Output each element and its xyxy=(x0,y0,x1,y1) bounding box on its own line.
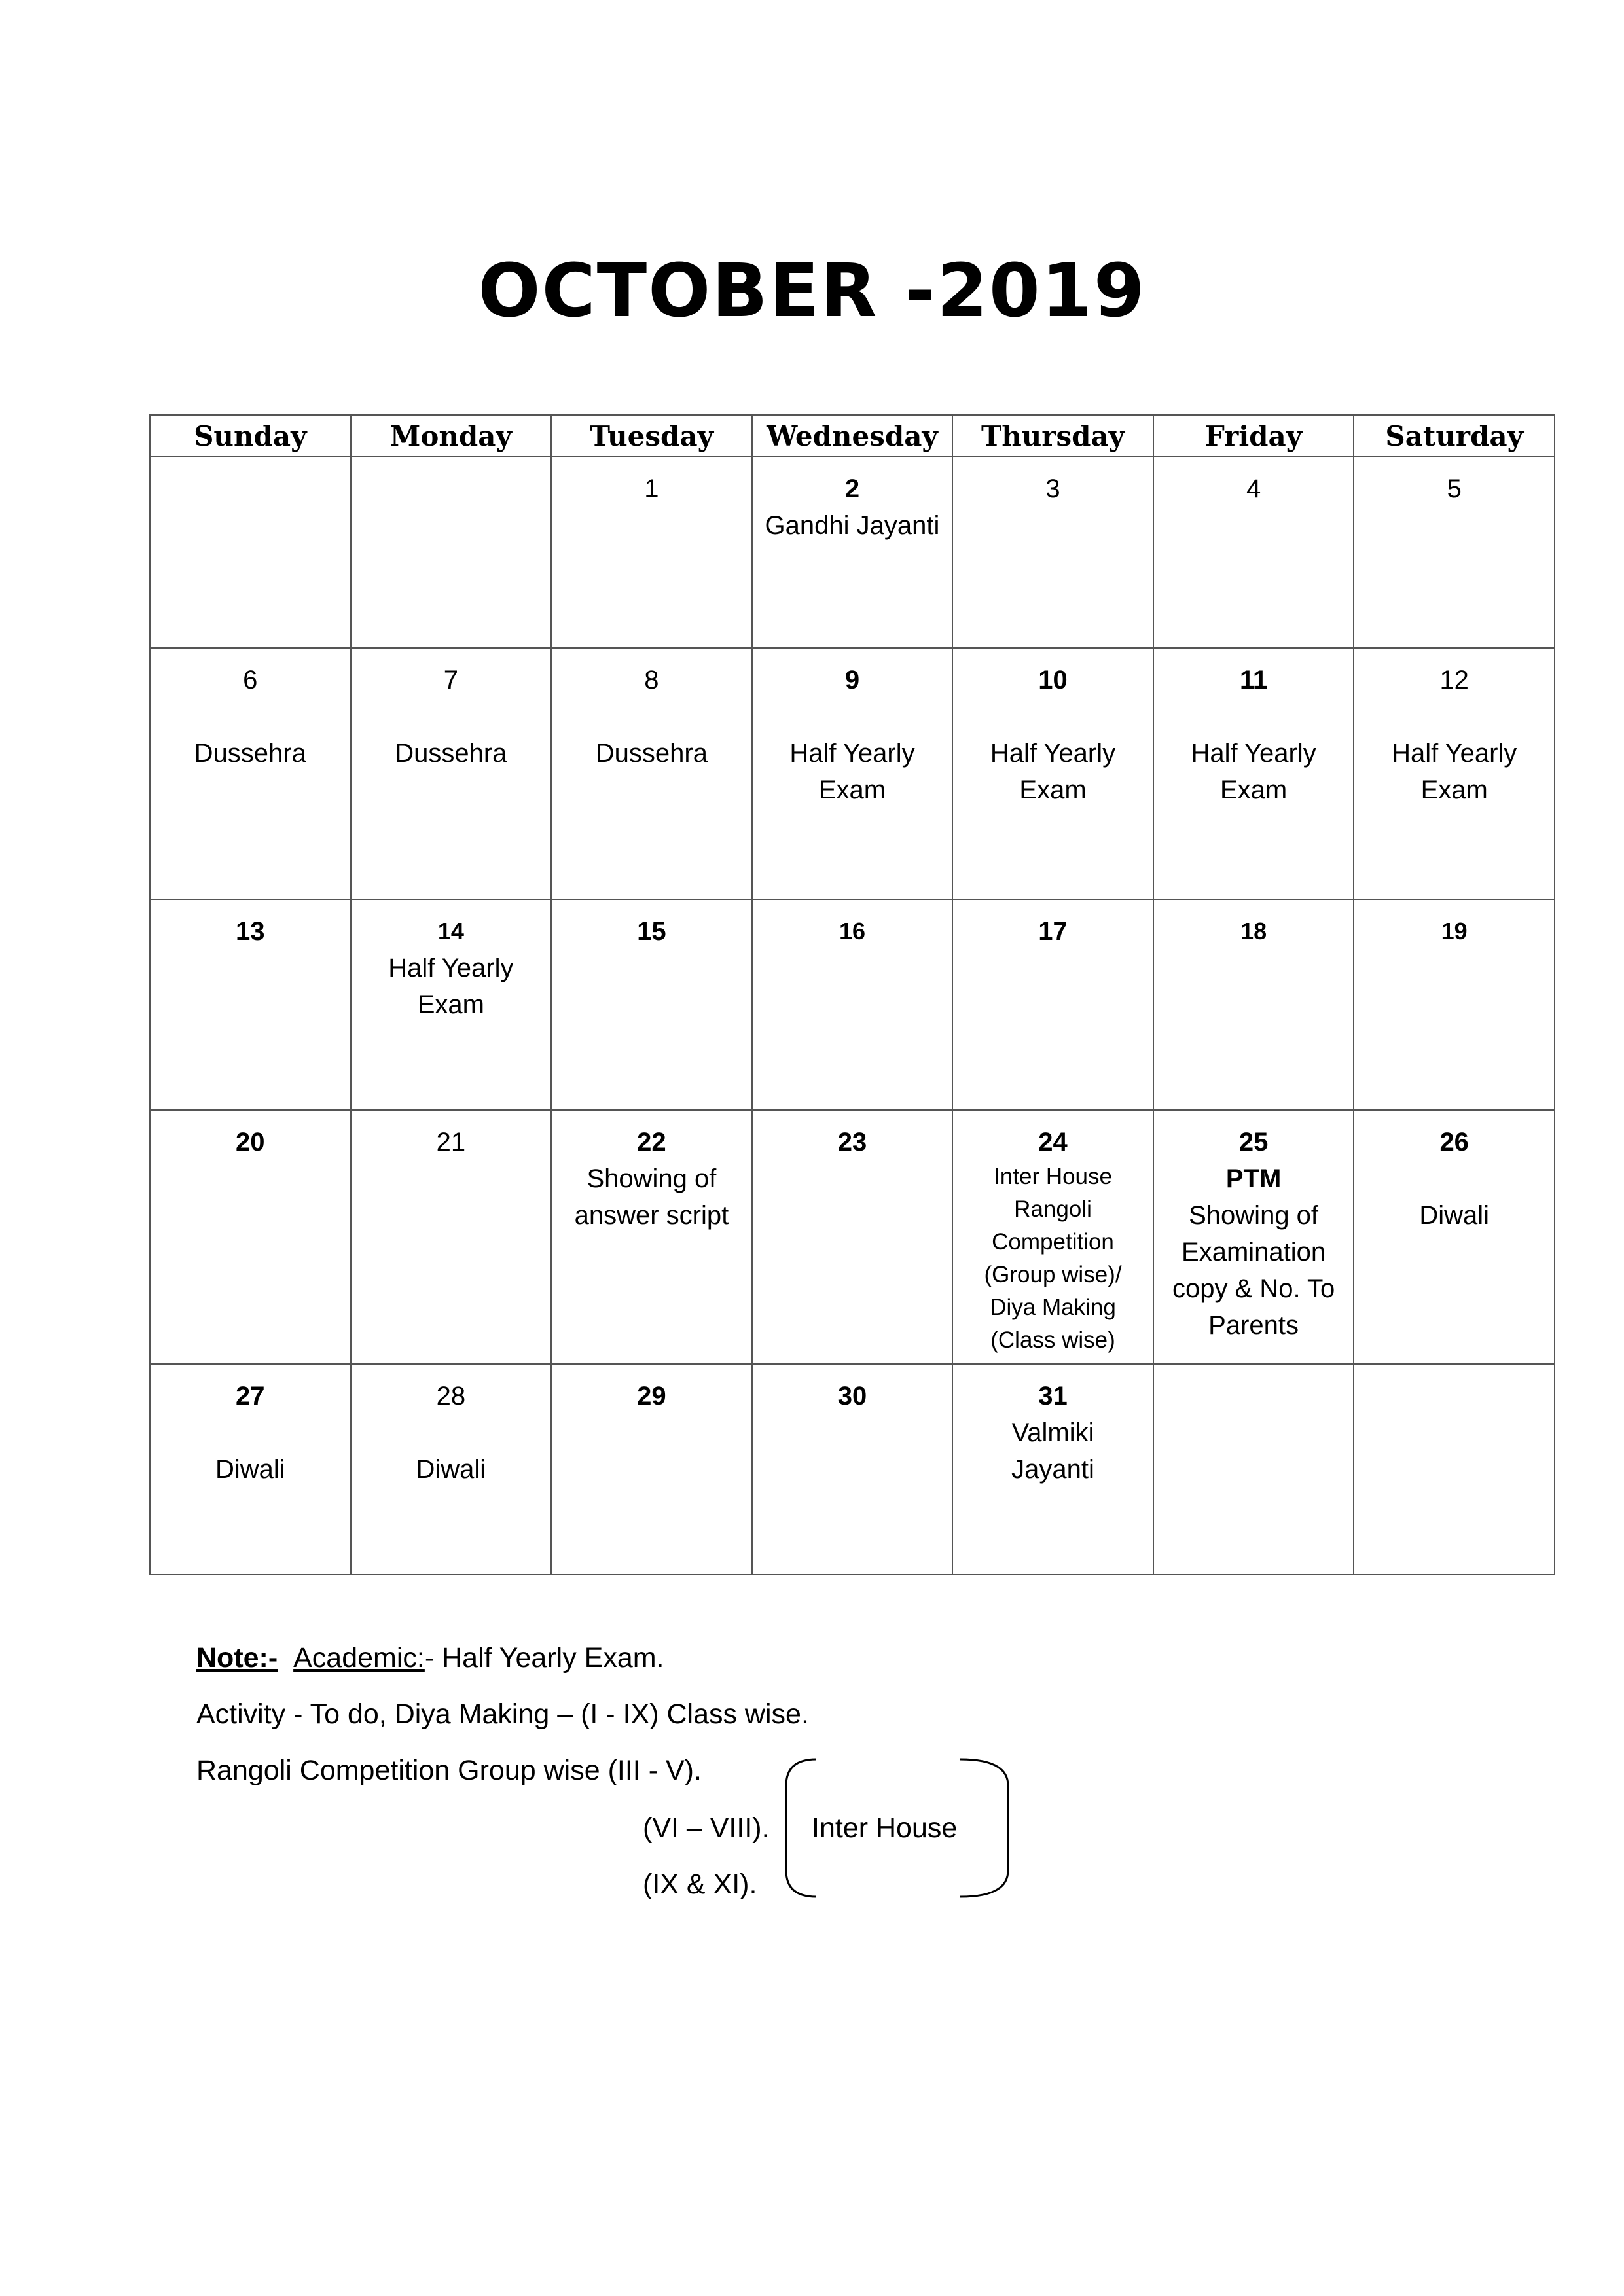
day-cell xyxy=(952,1364,1153,1575)
event-text: Exam xyxy=(1219,776,1288,804)
right-bracket xyxy=(960,1759,1008,1897)
event-text: Half Yearly xyxy=(388,954,514,982)
day-cell xyxy=(551,1364,752,1575)
day-number: 24 xyxy=(1038,1128,1068,1157)
rangoli-note: Rangoli Competition Group wise (III - V). xyxy=(196,1755,702,1786)
day-number: 17 xyxy=(1038,917,1068,946)
event-text: answer script xyxy=(574,1201,729,1230)
day-cell xyxy=(551,457,752,648)
day-number: 9 xyxy=(844,666,860,694)
event-text: Jayanti xyxy=(1011,1455,1094,1484)
event-text: Half Yearly xyxy=(1191,739,1316,768)
event-text: copy & No. To xyxy=(1172,1274,1335,1303)
event-text: Dussehra xyxy=(595,739,708,768)
day-cell xyxy=(1153,899,1354,1110)
academic-text: - Half Yearly Exam. xyxy=(424,1642,664,1674)
day-number: 7 xyxy=(443,666,458,694)
page-title: OCTOBER -2019 xyxy=(478,249,1146,334)
day-cell xyxy=(1354,457,1555,648)
academic-label: Academic: xyxy=(293,1642,425,1674)
day-cell xyxy=(952,1110,1153,1364)
event-text: Parents xyxy=(1208,1311,1299,1340)
calendar-table xyxy=(149,414,1555,1575)
day-number: 3 xyxy=(1045,475,1060,503)
event-text: Exam xyxy=(417,990,484,1019)
day-cell xyxy=(150,899,351,1110)
day-cell xyxy=(351,899,552,1110)
day-number: 8 xyxy=(644,666,659,694)
day-cell xyxy=(551,648,752,899)
event-text: Diwali xyxy=(215,1455,285,1484)
day-cell xyxy=(952,457,1153,648)
day-cell xyxy=(752,1110,953,1364)
weekday-thursday: Thursday xyxy=(952,415,1153,457)
day-cell xyxy=(952,899,1153,1110)
day-number: 1 xyxy=(644,475,659,503)
day-cell xyxy=(1354,648,1555,899)
event-text: Competition xyxy=(992,1229,1114,1255)
event-text: Exam xyxy=(1420,776,1488,804)
day-number: 23 xyxy=(837,1128,867,1157)
day-cell xyxy=(551,1110,752,1364)
day-number: 5 xyxy=(1447,475,1462,503)
week-row-5 xyxy=(150,1364,1555,1575)
day-number: 28 xyxy=(436,1382,466,1410)
week-row-2 xyxy=(150,648,1555,899)
group-vi-viii: (VI – VIII). xyxy=(643,1812,770,1844)
day-cell xyxy=(752,1364,953,1575)
event-text: Diwali xyxy=(416,1455,486,1484)
day-cell xyxy=(1153,1110,1354,1364)
activity-note: Activity - To do, Diya Making – (I - IX) Class wise. xyxy=(196,1698,809,1730)
day-number: 21 xyxy=(436,1128,466,1157)
event-text: Gandhi Jayanti xyxy=(765,511,940,540)
day-number: 25 xyxy=(1238,1128,1269,1157)
weekday-sunday: Sunday xyxy=(150,415,351,457)
event-text: (Class wise) xyxy=(990,1327,1115,1353)
day-number: 19 xyxy=(1441,918,1468,944)
weekday-wednesday: Wednesday xyxy=(752,415,953,457)
day-cell xyxy=(351,1364,552,1575)
event-text: Rangoli xyxy=(1014,1196,1092,1222)
day-cell xyxy=(1354,899,1555,1110)
event-text: Exam xyxy=(818,776,886,804)
day-number: 14 xyxy=(437,918,464,944)
day-cell xyxy=(150,457,351,648)
day-number: 16 xyxy=(839,918,865,944)
event-text: Diya Making xyxy=(990,1295,1116,1320)
event-text: Dussehra xyxy=(395,739,507,768)
event-text: Showing of xyxy=(1189,1201,1319,1230)
day-number: 30 xyxy=(837,1382,867,1410)
event-text: Diwali xyxy=(1419,1201,1490,1230)
academic-note xyxy=(196,1630,809,1686)
event-text: Inter House xyxy=(994,1164,1112,1189)
day-cell xyxy=(1153,648,1354,899)
week-row-3 xyxy=(150,899,1555,1110)
event-text: Showing of xyxy=(586,1164,717,1193)
event-text: Exam xyxy=(1019,776,1087,804)
day-cell xyxy=(150,1364,351,1575)
event-text: Half Yearly xyxy=(990,739,1116,768)
event-text: PTM xyxy=(1225,1164,1282,1193)
weekday-header-row xyxy=(150,415,1555,457)
weekday-saturday: Saturday xyxy=(1354,415,1555,457)
day-cell xyxy=(752,457,953,648)
day-cell xyxy=(351,1110,552,1364)
group-ix-xi: (IX & XI). xyxy=(643,1869,757,1900)
day-number: 6 xyxy=(243,666,258,694)
day-number: 26 xyxy=(1439,1128,1469,1157)
weekday-tuesday: Tuesday xyxy=(551,415,752,457)
day-cell xyxy=(351,457,552,648)
day-cell xyxy=(551,899,752,1110)
day-number: 2 xyxy=(844,475,860,503)
day-number: 11 xyxy=(1239,666,1268,694)
inter-house-label: Inter House xyxy=(812,1812,958,1844)
day-cell xyxy=(150,648,351,899)
day-cell xyxy=(752,899,953,1110)
day-number: 10 xyxy=(1038,666,1068,694)
event-text: Dussehra xyxy=(194,739,306,768)
event-text: Examination xyxy=(1182,1238,1326,1266)
day-number: 22 xyxy=(637,1128,666,1157)
day-cell xyxy=(1153,457,1354,648)
day-cell xyxy=(1354,1364,1555,1575)
day-number: 27 xyxy=(236,1382,265,1410)
day-number: 31 xyxy=(1038,1382,1068,1410)
day-cell xyxy=(1354,1110,1555,1364)
day-number: 18 xyxy=(1240,918,1267,944)
day-cell xyxy=(952,648,1153,899)
day-number: 4 xyxy=(1246,475,1261,503)
day-number: 13 xyxy=(236,917,265,946)
event-text: (Group wise)/ xyxy=(984,1262,1122,1287)
day-cell xyxy=(1153,1364,1354,1575)
day-cell xyxy=(351,648,552,899)
notes-section xyxy=(196,1630,809,1799)
note-label: Note:- xyxy=(196,1642,278,1674)
week-row-1 xyxy=(150,457,1555,648)
day-number: 12 xyxy=(1439,666,1469,694)
event-text: Half Yearly xyxy=(789,739,915,768)
weekday-monday: Monday xyxy=(351,415,552,457)
day-cell xyxy=(752,648,953,899)
day-number: 29 xyxy=(637,1382,666,1410)
day-cell xyxy=(150,1110,351,1364)
event-text: Valmiki xyxy=(1011,1418,1094,1447)
day-number: 20 xyxy=(236,1128,265,1157)
event-text: Half Yearly xyxy=(1392,739,1517,768)
weekday-friday: Friday xyxy=(1153,415,1354,457)
week-row-4 xyxy=(150,1110,1555,1364)
day-number: 15 xyxy=(637,917,666,946)
